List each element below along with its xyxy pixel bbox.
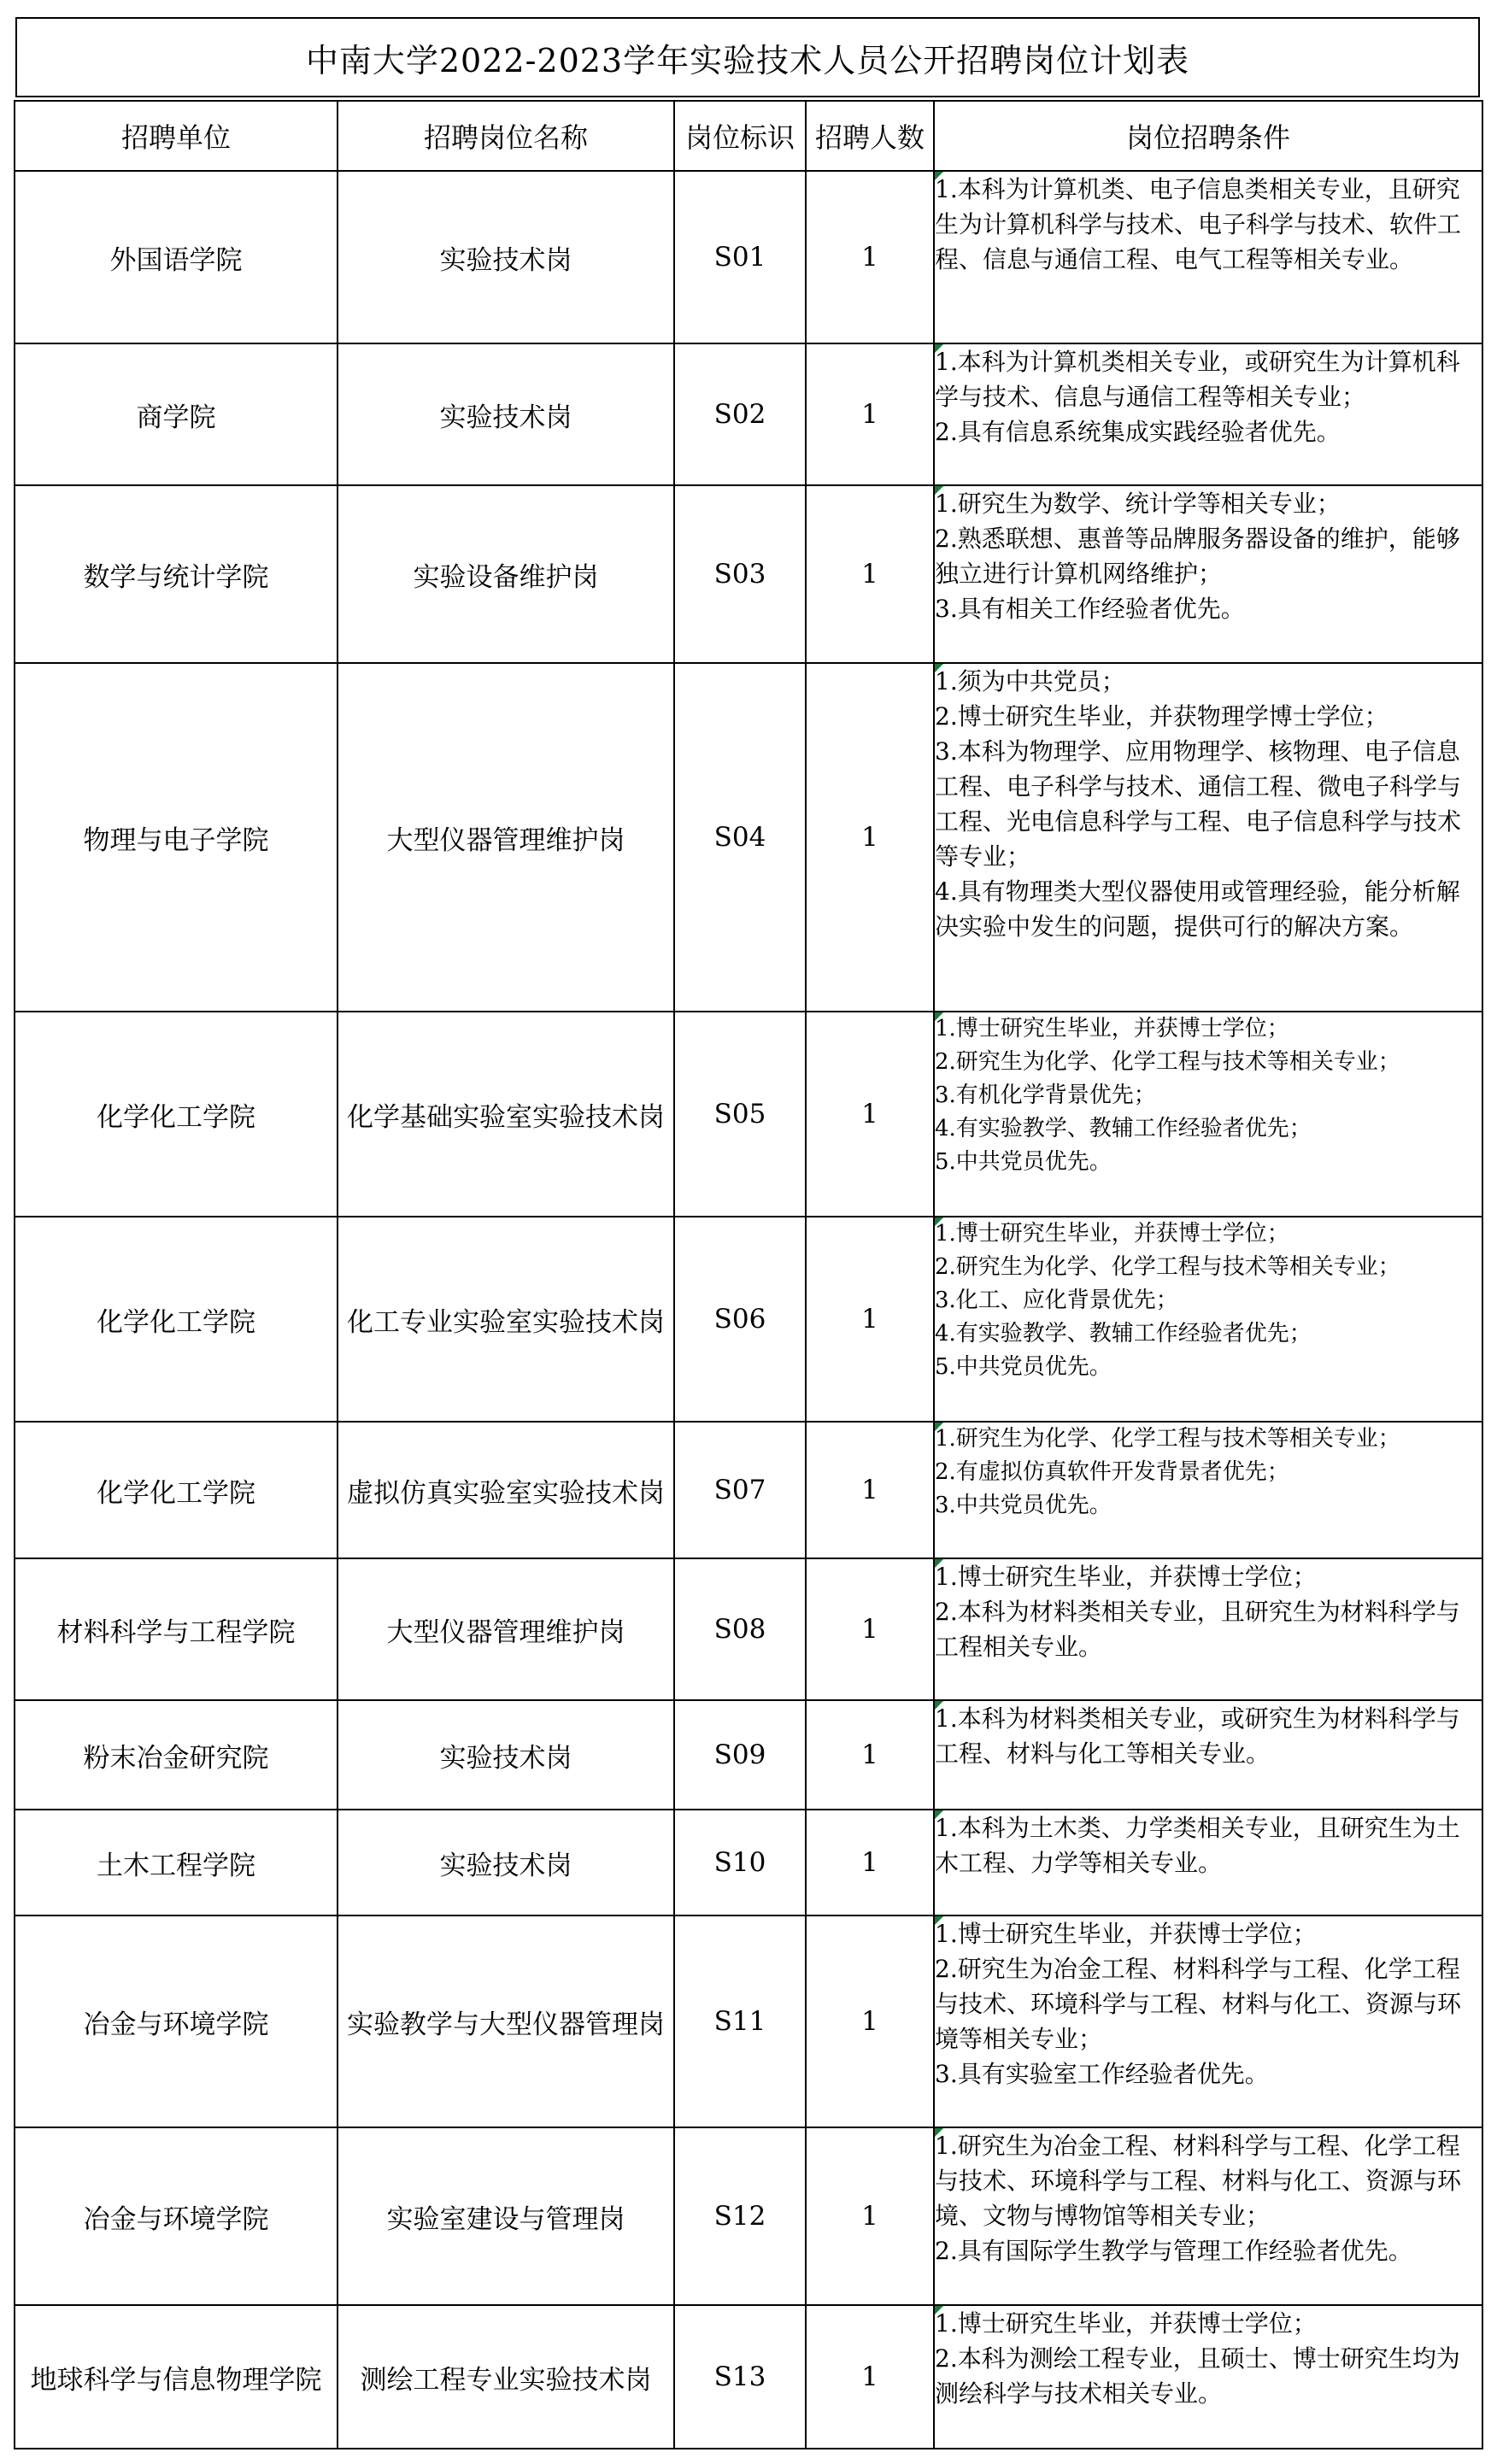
- cell-conditions: [934, 1558, 1482, 1700]
- header-unit: 招聘单位: [15, 101, 338, 171]
- cell-count: 1: [806, 2305, 934, 2449]
- cell-conditions: [934, 343, 1482, 485]
- table-row: [15, 1422, 1482, 1558]
- cell-count: 1: [806, 1915, 934, 2127]
- cell-code: S11: [674, 1915, 806, 2127]
- condition-line: 2.研究生为化学、化学工程与技术等相关专业；: [935, 1049, 1400, 1075]
- condition-line: 3.本科为物理学、应用物理学、核物理、电子信息工程、电子科学与技术、通信工程、微电子科学与工程、光电信息科学与工程、电子信息科学与技术等专业；: [935, 737, 1462, 871]
- cell-code: S07: [674, 1422, 806, 1558]
- cell-position: 化学基础实验室实验技术岗: [338, 1012, 674, 1217]
- table-header-row: [15, 101, 1482, 171]
- condition-line: 5.中共党员优先。: [935, 1149, 1112, 1175]
- table-row: [15, 1012, 1482, 1217]
- cell-code: S03: [674, 485, 806, 663]
- condition-line: 1.博士研究生毕业，并获博士学位；: [935, 1563, 1317, 1591]
- cell-unit: 外国语学院: [15, 171, 338, 343]
- condition-line: 2.博士研究生毕业，并获物理学博士学位；: [935, 702, 1388, 730]
- condition-line: 2.具有国际学生教学与管理工作经验者优先。: [935, 2237, 1412, 2265]
- cell-unit: 数学与统计学院: [15, 485, 338, 663]
- header-position: 招聘岗位名称: [338, 101, 674, 171]
- cell-code: S12: [674, 2127, 806, 2305]
- cell-conditions: [934, 1915, 1482, 2127]
- cell-count: 1: [806, 1558, 934, 1700]
- condition-line: 4.具有物理类大型仪器使用或管理经验，能分析解决实验中发生的问题，提供可行的解决方案。: [935, 877, 1460, 941]
- cell-position: 实验技术岗: [338, 1810, 674, 1915]
- table-row: [15, 2127, 1482, 2305]
- cell-count: 1: [806, 1810, 934, 1915]
- table-row: [15, 1700, 1482, 1810]
- header-conditions: 岗位招聘条件: [934, 101, 1482, 171]
- cell-count: 1: [806, 1422, 934, 1558]
- table-row: [15, 663, 1482, 1012]
- cell-position: 实验技术岗: [338, 171, 674, 343]
- condition-line: 1.博士研究生毕业，并获博士学位；: [935, 1221, 1289, 1247]
- table-row: [15, 1558, 1482, 1700]
- condition-line: 3.具有实验室工作经验者优先。: [935, 2060, 1269, 2088]
- cell-code: S10: [674, 1810, 806, 1915]
- cell-code: S06: [674, 1217, 806, 1422]
- condition-line: 2.熟悉联想、惠普等品牌服务器设备的维护，能够独立进行计算机网络维护；: [935, 525, 1460, 588]
- condition-line: 5.中共党员优先。: [935, 1354, 1112, 1380]
- condition-line: 1.本科为计算机类相关专业，或研究生为计算机科学与技术、信息与通信工程等相关专业；: [935, 348, 1460, 411]
- cell-conditions: [934, 1217, 1482, 1422]
- cell-conditions: [934, 1422, 1482, 1558]
- cell-position: 实验设备维护岗: [338, 485, 674, 663]
- condition-line: 1.博士研究生毕业，并获博士学位；: [935, 1016, 1289, 1041]
- table-row: [15, 1217, 1482, 1422]
- cell-position: 实验教学与大型仪器管理岗: [338, 1915, 674, 2127]
- cell-count: 1: [806, 2127, 934, 2305]
- condition-line: 1.研究生为冶金工程、材料科学与工程、化学工程与技术、环境科学与工程、材料与化工、资源与环境、文物与博物馆等相关专业；: [935, 2132, 1462, 2230]
- condition-line: 1.本科为计算机类、电子信息类相关专业，且研究生为计算机科学与技术、电子科学与技术、软件工程、信息与通信工程、电气工程等相关专业。: [935, 175, 1462, 273]
- condition-line: 1.研究生为数学、统计学等相关专业；: [935, 490, 1341, 518]
- cell-unit: 地球科学与信息物理学院: [15, 2305, 338, 2449]
- cell-code: S13: [674, 2305, 806, 2449]
- cell-conditions: [934, 2305, 1482, 2449]
- cell-position: 化工专业实验室实验技术岗: [338, 1217, 674, 1422]
- condition-line: 1.本科为土木类、力学类相关专业，且研究生为土木工程、力学等相关专业。: [935, 1814, 1460, 1877]
- cell-conditions: [934, 171, 1482, 343]
- condition-line: 1.本科为材料类相关专业，或研究生为材料科学与工程、材料与化工等相关专业。: [935, 1704, 1460, 1768]
- condition-line: 4.有实验教学、教辅工作经验者优先；: [935, 1116, 1312, 1141]
- condition-line: 1.研究生为化学、化学工程与技术等相关专业；: [935, 1426, 1400, 1452]
- cell-code: S02: [674, 343, 806, 485]
- condition-line: 4.有实验教学、教辅工作经验者优先；: [935, 1321, 1312, 1346]
- cell-position: 大型仪器管理维护岗: [338, 663, 674, 1012]
- condition-line: 3.具有相关工作经验者优先。: [935, 595, 1245, 623]
- condition-line: 2.本科为材料类相关专业，且研究生为材料科学与工程相关专业。: [935, 1598, 1460, 1661]
- condition-line: 3.有机化学背景优先；: [935, 1082, 1156, 1108]
- cell-position: 虚拟仿真实验室实验技术岗: [338, 1422, 674, 1558]
- condition-line: 1.博士研究生毕业，并获博士学位；: [935, 1920, 1317, 1948]
- cell-position: 测绘工程专业实验技术岗: [338, 2305, 674, 2449]
- cell-unit: 粉末冶金研究院: [15, 1700, 338, 1810]
- cell-unit: 材料科学与工程学院: [15, 1558, 338, 1700]
- table-row: [15, 485, 1482, 663]
- table-title: 中南大学2022-2023学年实验技术人员公开招聘岗位计划表: [15, 17, 1480, 97]
- cell-unit: 化学化工学院: [15, 1012, 338, 1217]
- condition-line: 2.本科为测绘工程专业，且硕士、博士研究生均为测绘科学与技术相关专业。: [935, 2344, 1460, 2408]
- cell-conditions: [934, 1012, 1482, 1217]
- cell-conditions: [934, 663, 1482, 1012]
- table-row: [15, 2305, 1482, 2449]
- cell-unit: 物理与电子学院: [15, 663, 338, 1012]
- cell-code: S09: [674, 1700, 806, 1810]
- recruitment-table: [14, 100, 1483, 2449]
- condition-line: 2.研究生为冶金工程、材料科学与工程、化学工程与技术、环境科学与工程、材料与化工、资源与环境等相关专业；: [935, 1955, 1462, 2053]
- cell-unit: 冶金与环境学院: [15, 1915, 338, 2127]
- cell-count: 1: [806, 1700, 934, 1810]
- cell-code: S04: [674, 663, 806, 1012]
- table-row: [15, 343, 1482, 485]
- cell-conditions: [934, 2127, 1482, 2305]
- cell-code: S01: [674, 171, 806, 343]
- cell-count: 1: [806, 485, 934, 663]
- cell-conditions: [934, 485, 1482, 663]
- cell-position: 实验技术岗: [338, 343, 674, 485]
- table-row: [15, 1810, 1482, 1915]
- cell-count: 1: [806, 171, 934, 343]
- cell-unit: 化学化工学院: [15, 1217, 338, 1422]
- cell-unit: 化学化工学院: [15, 1422, 338, 1558]
- table-row: [15, 171, 1482, 343]
- condition-line: 2.有虚拟仿真软件开发背景者优先；: [935, 1459, 1289, 1485]
- cell-code: S08: [674, 1558, 806, 1700]
- condition-line: 2.研究生为化学、化学工程与技术等相关专业；: [935, 1254, 1400, 1280]
- cell-conditions: [934, 1810, 1482, 1915]
- cell-position: 实验技术岗: [338, 1700, 674, 1810]
- cell-position: 实验室建设与管理岗: [338, 2127, 674, 2305]
- cell-count: 1: [806, 1012, 934, 1217]
- cell-unit: 冶金与环境学院: [15, 2127, 338, 2305]
- condition-line: 1.博士研究生毕业，并获博士学位；: [935, 2309, 1317, 2338]
- condition-line: 3.化工、应化背景优先；: [935, 1288, 1178, 1313]
- header-count: 招聘人数: [806, 101, 934, 171]
- cell-count: 1: [806, 663, 934, 1012]
- cell-conditions: [934, 1700, 1482, 1810]
- cell-position: 大型仪器管理维护岗: [338, 1558, 674, 1700]
- condition-line: 2.具有信息系统集成实践经验者优先。: [935, 418, 1341, 446]
- cell-count: 1: [806, 343, 934, 485]
- cell-unit: 商学院: [15, 343, 338, 485]
- cell-unit: 土木工程学院: [15, 1810, 338, 1915]
- condition-line: 1.须为中共党员；: [935, 667, 1125, 695]
- table-row: [15, 1915, 1482, 2127]
- cell-count: 1: [806, 1217, 934, 1422]
- condition-line: 3.中共党员优先。: [935, 1493, 1112, 1518]
- cell-code: S05: [674, 1012, 806, 1217]
- header-code: 岗位标识: [674, 101, 806, 171]
